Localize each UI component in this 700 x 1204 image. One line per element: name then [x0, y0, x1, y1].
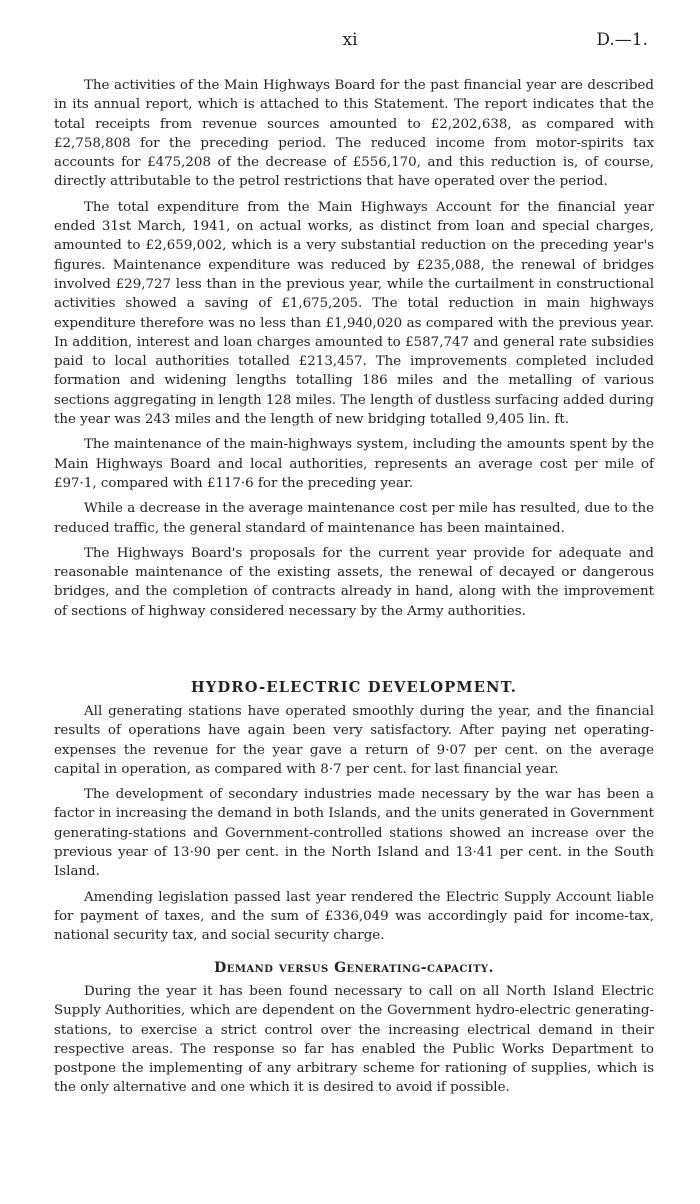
section-subtitle: Demand versus Generating-capacity. — [214, 960, 494, 976]
paragraph: The activities of the Main Highways Board for the past financial year are described in its annual report, which is attached to this Statement. The report indicates that the total receipts from revenue sources amounted to £2,202,638, as compared with £2,758,808 for the preceding period. The reduced income from motor-spirits tax accounts for £475,208 of the decrease of £556,170, and this reduction is, of course, directly attributable to the petrol restrictions that have operated over the period. — [54, 78, 654, 190]
paragraph: During the year it has been found necessary to call on all North Island Electric Supply Authorities, which are dependent on the Government hydro-electric generating-stations, to exercise a strict control over the increasing electrical demand in their respective areas. The response so far has enabled the Public Works Department to postpone the implementing of any arbitrary scheme for rationing of supplies, which is the only alternative and one which it is desired to avoid if possible. — [54, 984, 654, 1096]
paragraph: The Highways Board's proposals for the current year provide for adequate and reasonable maintenance of the existing assets, the renewal of decayed or dangerous bridges, and the completion of contracts already in hand, along with the improvement of sections of highway considered necessary by the Army authorities. — [54, 545, 654, 619]
demand-capacity-section — [54, 960, 654, 1104]
paragraph: All generating stations have operated smoothly during the year, and the financial results of operations have again been very satisfactory. After paying net operating-expenses the revenue for the year gave a return of 9·07 per cent. on the average capital in operation, as compared with 8·7 per cent. for last financial year. — [54, 704, 654, 777]
paragraph: The maintenance of the main-highways system, including the amounts spent by the Main Highways Board and local authorities, represents an average cost per mile of £97·1, compared with £117·6 for the preceding year. — [54, 437, 654, 491]
paragraph: Amending legislation passed last year rendered the Electric Supply Account liable for payment of taxes, and the sum of £336,049 was accordingly paid for income-tax, national security tax, and social security charge. — [54, 889, 654, 944]
paragraph: The development of secondary industries made necessary by the war has been a factor in increasing the demand in both Islands, and the units generated in Government generating-stations and Government-controlled stations showed an increase over the previous year of 13·90 per cent. in the North Island and 13·41 per cent. in the South Island. — [54, 787, 654, 880]
section-title: HYDRO-ELECTRIC DEVELOPMENT. — [190, 679, 518, 696]
page-header — [0, 30, 700, 60]
page-number: xi — [342, 30, 358, 50]
document-code: D.—1. — [596, 30, 648, 50]
hydro-electric-section — [54, 679, 654, 952]
paragraph: While a decrease in the average maintenance cost per mile has resulted, due to the reduced traffic, the general standard of maintenance has been maintained. — [54, 501, 654, 536]
main-highways-section — [54, 76, 654, 627]
paragraph: The total expenditure from the Main Highways Account for the financial year ended 31st March, 1941, on actual works, as distinct from loan and special charges, amounted to £2,659,002, which is a very substantial reduction on the preceding year's figures. Maintenance expenditure was reduced by £235,088, the renewal of bridges involved £29,727 less than in the previous year, while the curtailment in constructional activities showed a saving of £1,675,205. The total reduction in main highways expenditure therefore was no less than £1,940,020 as compared with the previous year. In addition, interest and loan charges amounted to £587,747 and general rate subsidies paid to local authorities totalled £213,457. The improvements completed included formation and widening lengths totalling 186 miles and the metalling of various sections aggregating in length 128 miles. The length of dustless surfacing added during the year was 243 miles and the length of new bridging totalled 9,405 lin. ft. — [54, 199, 654, 428]
